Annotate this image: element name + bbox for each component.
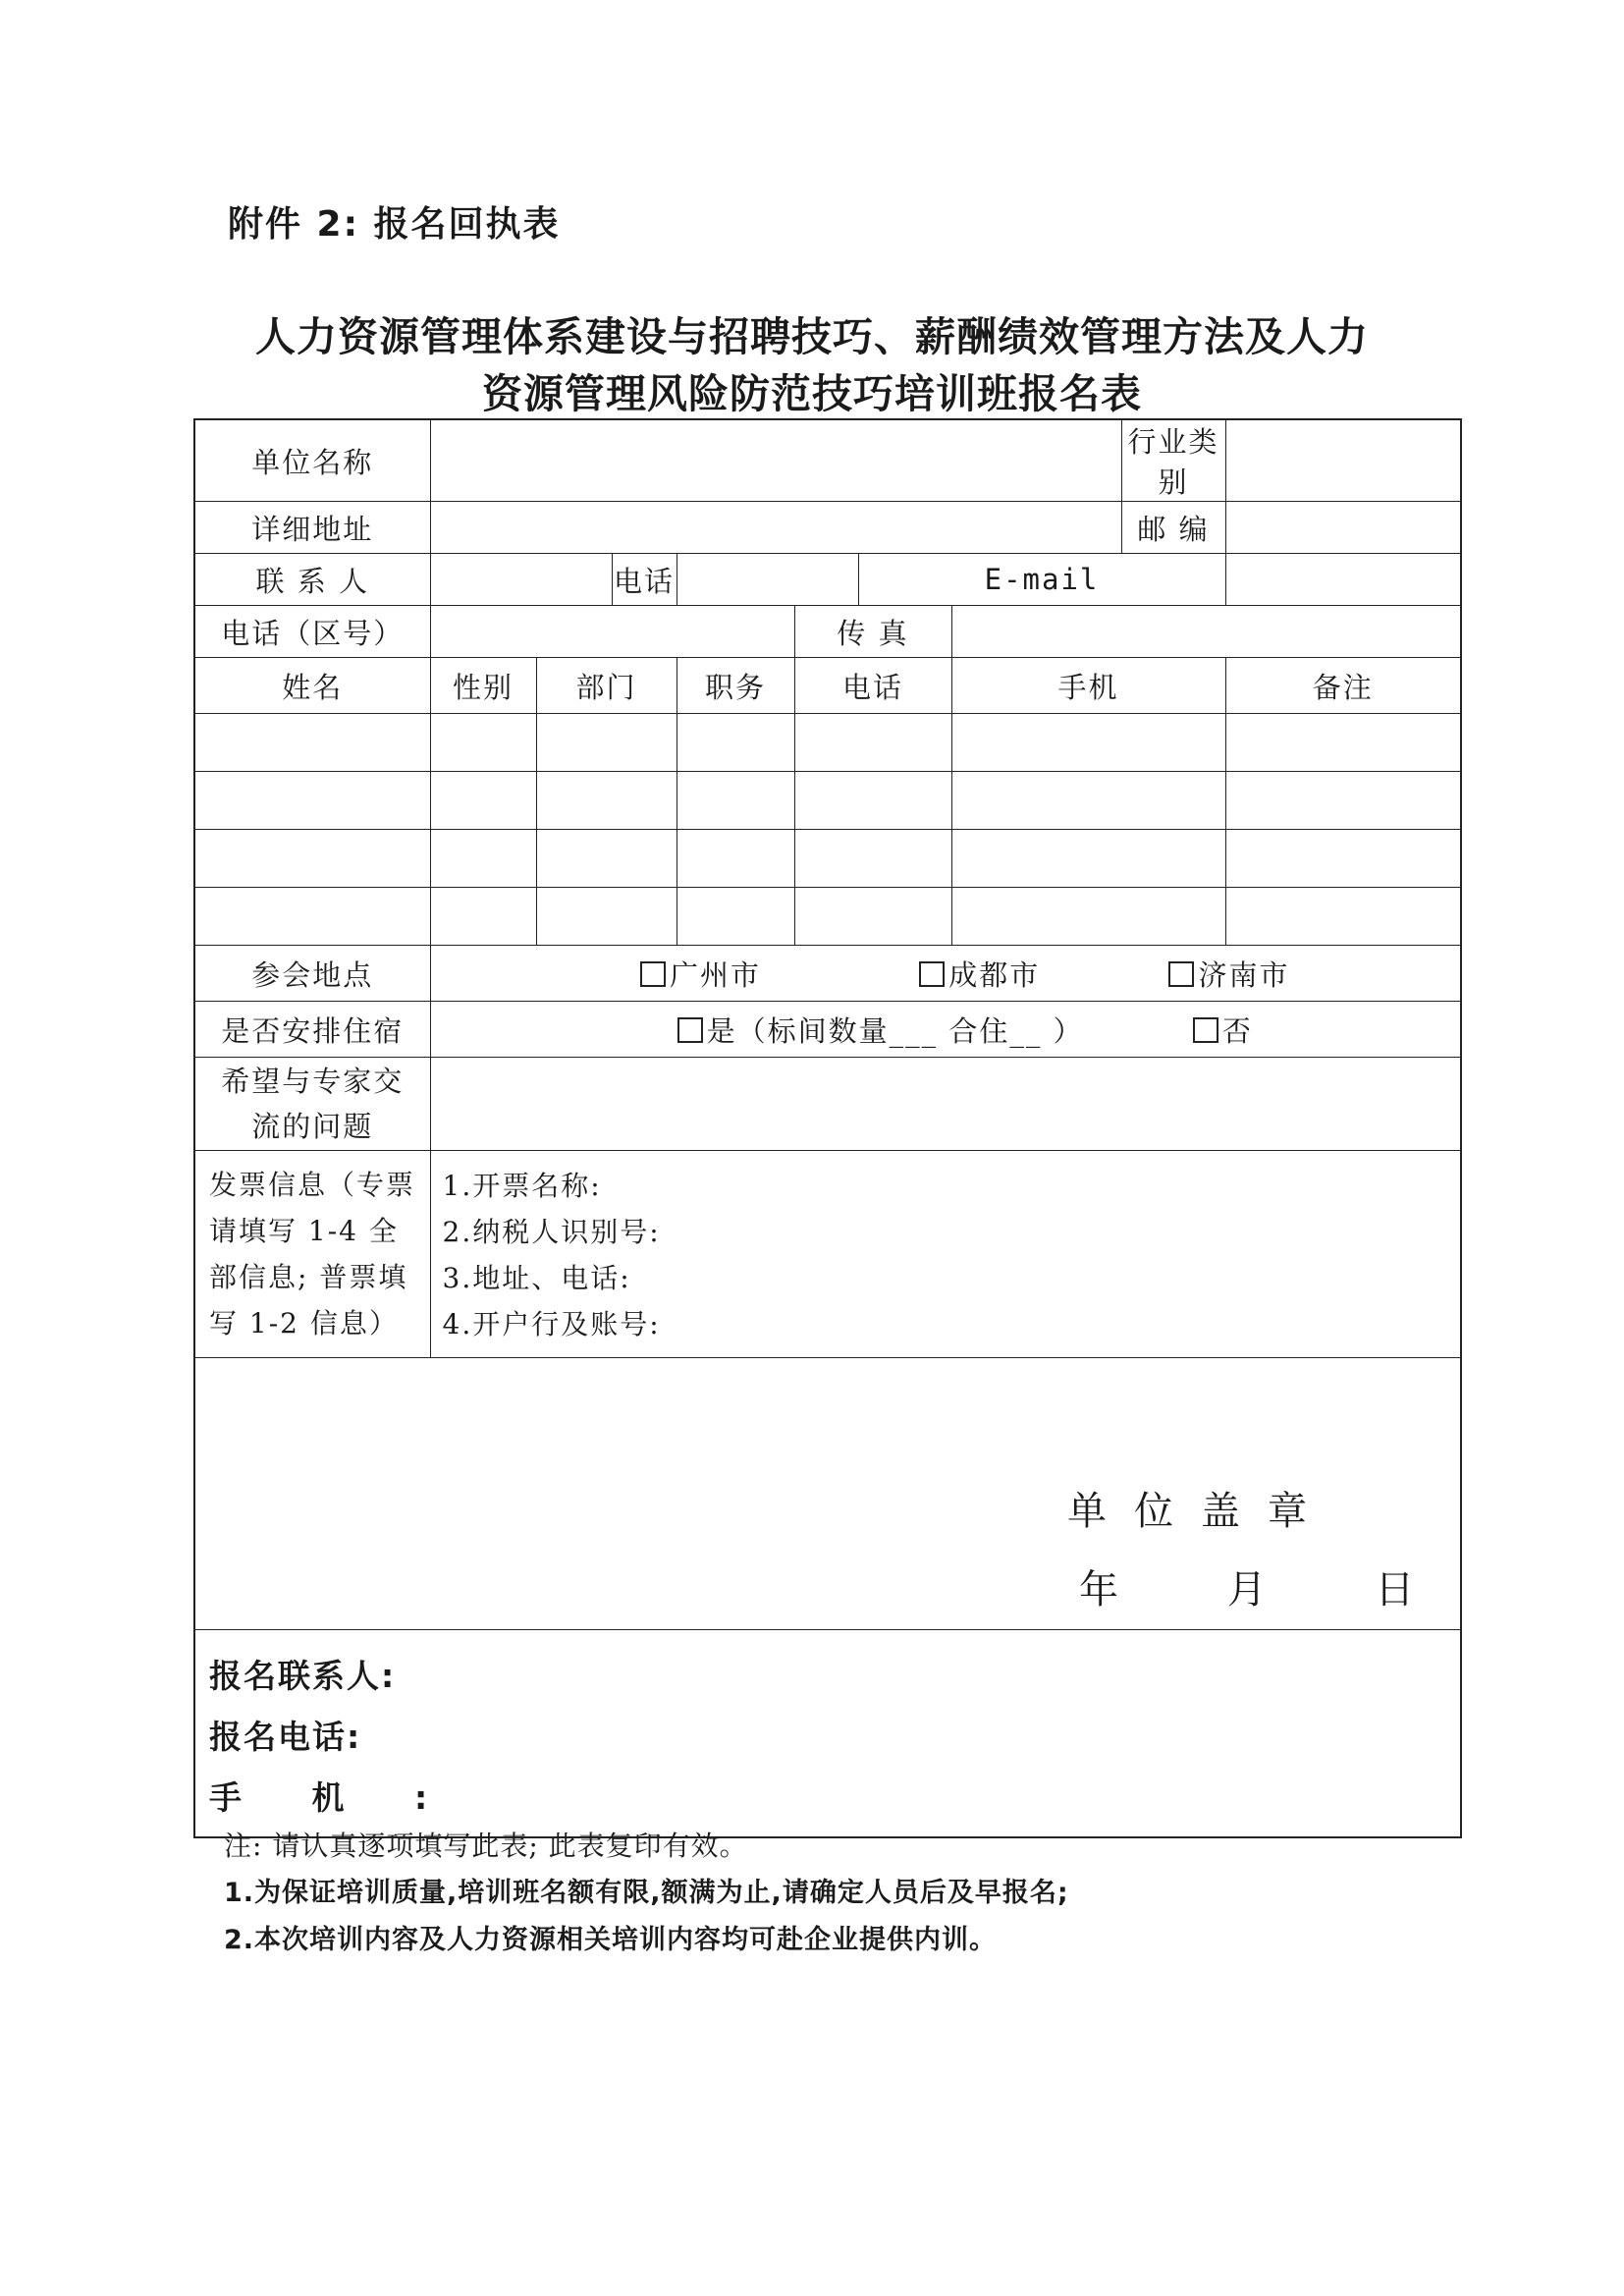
seal-row (194, 1358, 1461, 1630)
col-phone: 电话 (794, 658, 951, 714)
area-phone-field[interactable] (430, 606, 794, 658)
attendee-row (194, 830, 1461, 888)
attendee-cell[interactable] (536, 772, 677, 830)
reg-mobile-label: 手 机 : (209, 1778, 458, 1817)
form-title-line-2: 资源管理风险防范技巧培训班报名表 (482, 370, 1142, 417)
registration-form-table (193, 418, 1462, 1838)
attendee-cell[interactable] (677, 888, 794, 946)
attendee-cell[interactable] (951, 714, 1225, 772)
contact-field[interactable] (430, 554, 612, 606)
attendee-row (194, 772, 1461, 830)
attendee-cell[interactable] (1225, 772, 1461, 830)
note-line: 注: 请认真逐项填写此表; 此表复印有效。 (224, 1830, 748, 1862)
col-department: 部门 (536, 658, 677, 714)
question-label-line: 希望与专家交 (221, 1065, 405, 1098)
attendee-cell[interactable] (677, 772, 794, 830)
attendee-cell[interactable] (430, 888, 536, 946)
contact-row (194, 554, 1461, 606)
lodging-options (430, 1002, 1461, 1058)
attendee-cell[interactable] (194, 888, 430, 946)
postcode-field[interactable] (1225, 502, 1461, 554)
lodging-label: 是否安排住宿 (194, 1002, 430, 1058)
attendee-cell[interactable] (1225, 714, 1461, 772)
seal-area[interactable] (194, 1358, 1461, 1630)
attendee-cell[interactable] (794, 830, 951, 888)
lodging-no-text: 否 (1221, 1013, 1253, 1048)
invoice-label-line: 请填写 1-4 全 (209, 1215, 399, 1247)
checkbox-icon[interactable] (640, 961, 666, 987)
unit-name-label: 单位名称 (194, 419, 430, 502)
note-item-2: 2.本次培训内容及人力资源相关培训内容均可赴企业提供内训。 (224, 1925, 998, 1955)
question-label-line: 流的问题 (251, 1110, 374, 1143)
venue-name: 广州市 (670, 957, 762, 992)
lodging-yes-text: 是（标间数量___ 合住__ ） (706, 1013, 1084, 1048)
attendee-cell[interactable] (794, 888, 951, 946)
col-remark: 备注 (1225, 658, 1461, 714)
attendee-cell[interactable] (536, 888, 677, 946)
address-row (194, 502, 1461, 554)
col-position: 职务 (677, 658, 794, 714)
invoice-item: 4.开户行及账号: (442, 1308, 661, 1340)
invoice-fields[interactable] (430, 1151, 1461, 1358)
lodging-option-yes[interactable] (677, 1010, 1084, 1050)
venue-name: 济南市 (1198, 957, 1290, 992)
phone-label: 电话 (612, 554, 677, 606)
lodging-row (194, 1002, 1461, 1058)
attendee-cell[interactable] (430, 830, 536, 888)
venue-options (430, 946, 1461, 1002)
col-name: 姓名 (194, 658, 430, 714)
attendee-cell[interactable] (194, 772, 430, 830)
attendee-cell[interactable] (194, 714, 430, 772)
invoice-item: 2.纳税人识别号: (442, 1216, 661, 1248)
fax-label: 传 真 (794, 606, 951, 658)
checkbox-icon[interactable] (677, 1017, 703, 1043)
venue-label: 参会地点 (194, 946, 430, 1002)
checkbox-icon[interactable] (919, 961, 945, 987)
address-field[interactable] (430, 502, 1121, 554)
industry-label: 行业类别 (1121, 419, 1225, 502)
industry-field[interactable] (1225, 419, 1461, 502)
note-item-1: 1.为保证培训质量,培训班名额有限,额满为止,请确定人员后及早报名; (224, 1878, 1069, 1908)
attendee-cell[interactable] (951, 830, 1225, 888)
attendee-row (194, 714, 1461, 772)
attachment-label: 附件 2: 报名回执表 (228, 204, 561, 245)
unit-name-field[interactable] (430, 419, 1121, 502)
email-field[interactable] (1225, 554, 1461, 606)
registration-contact-row (194, 1630, 1461, 1838)
invoice-item: 3.地址、电话: (442, 1262, 631, 1294)
attendee-cell[interactable] (536, 714, 677, 772)
invoice-label-line: 发票信息（专票 (209, 1169, 416, 1201)
checkbox-icon[interactable] (1168, 961, 1194, 987)
reg-phone-label: 报名电话: (209, 1718, 362, 1756)
venue-row (194, 946, 1461, 1002)
venue-option-jinan[interactable] (1168, 954, 1289, 994)
attendee-cell[interactable] (536, 830, 677, 888)
unit-seal-label: 单位盖章 (1067, 1489, 1334, 1534)
attendee-cell[interactable] (677, 830, 794, 888)
date-label: 年 月 日 (1079, 1567, 1448, 1613)
reg-contact-label: 报名联系人: (209, 1657, 397, 1695)
attendee-cell[interactable] (794, 772, 951, 830)
question-label (194, 1058, 430, 1151)
attendee-header-row (194, 658, 1461, 714)
unit-row (194, 419, 1461, 502)
area-phone-row (194, 606, 1461, 658)
attendee-cell[interactable] (951, 888, 1225, 946)
col-mobile: 手机 (951, 658, 1225, 714)
invoice-label (194, 1151, 430, 1358)
attendee-cell[interactable] (951, 772, 1225, 830)
postcode-label: 邮 编 (1121, 502, 1225, 554)
fax-field[interactable] (951, 606, 1461, 658)
attendee-cell[interactable] (1225, 830, 1461, 888)
venue-option-chengdu[interactable] (919, 954, 1040, 994)
form-title-line-1: 人力资源管理体系建设与招聘技巧、薪酬绩效管理方法及人力 (255, 313, 1369, 360)
attendee-cell[interactable] (194, 830, 430, 888)
attendee-row (194, 888, 1461, 946)
area-phone-label: 电话（区号） (194, 606, 430, 658)
attendee-cell[interactable] (794, 714, 951, 772)
registration-contact-area[interactable] (194, 1630, 1461, 1838)
attendee-cell[interactable] (677, 714, 794, 772)
checkbox-icon[interactable] (1193, 1017, 1218, 1043)
venue-name: 成都市 (948, 957, 1041, 992)
contact-label: 联 系 人 (194, 554, 430, 606)
notes (224, 1823, 1069, 1964)
lodging-option-no[interactable] (1193, 1010, 1253, 1050)
attendee-cell[interactable] (1225, 888, 1461, 946)
email-label: E-mail (858, 554, 1225, 606)
invoice-label-line: 写 1-2 信息） (209, 1307, 399, 1339)
invoice-row (194, 1151, 1461, 1358)
col-gender: 性别 (430, 658, 536, 714)
address-label: 详细地址 (194, 502, 430, 554)
attendee-cell[interactable] (430, 772, 536, 830)
phone-field[interactable] (677, 554, 858, 606)
question-field[interactable] (430, 1058, 1461, 1151)
attendee-cell[interactable] (430, 714, 536, 772)
invoice-label-line: 部信息; 普票填 (209, 1261, 408, 1293)
question-row (194, 1058, 1461, 1151)
invoice-item: 1.开票名称: (442, 1170, 602, 1202)
seal-wrap (195, 1358, 1460, 1629)
venue-option-guangzhou[interactable] (640, 954, 761, 994)
